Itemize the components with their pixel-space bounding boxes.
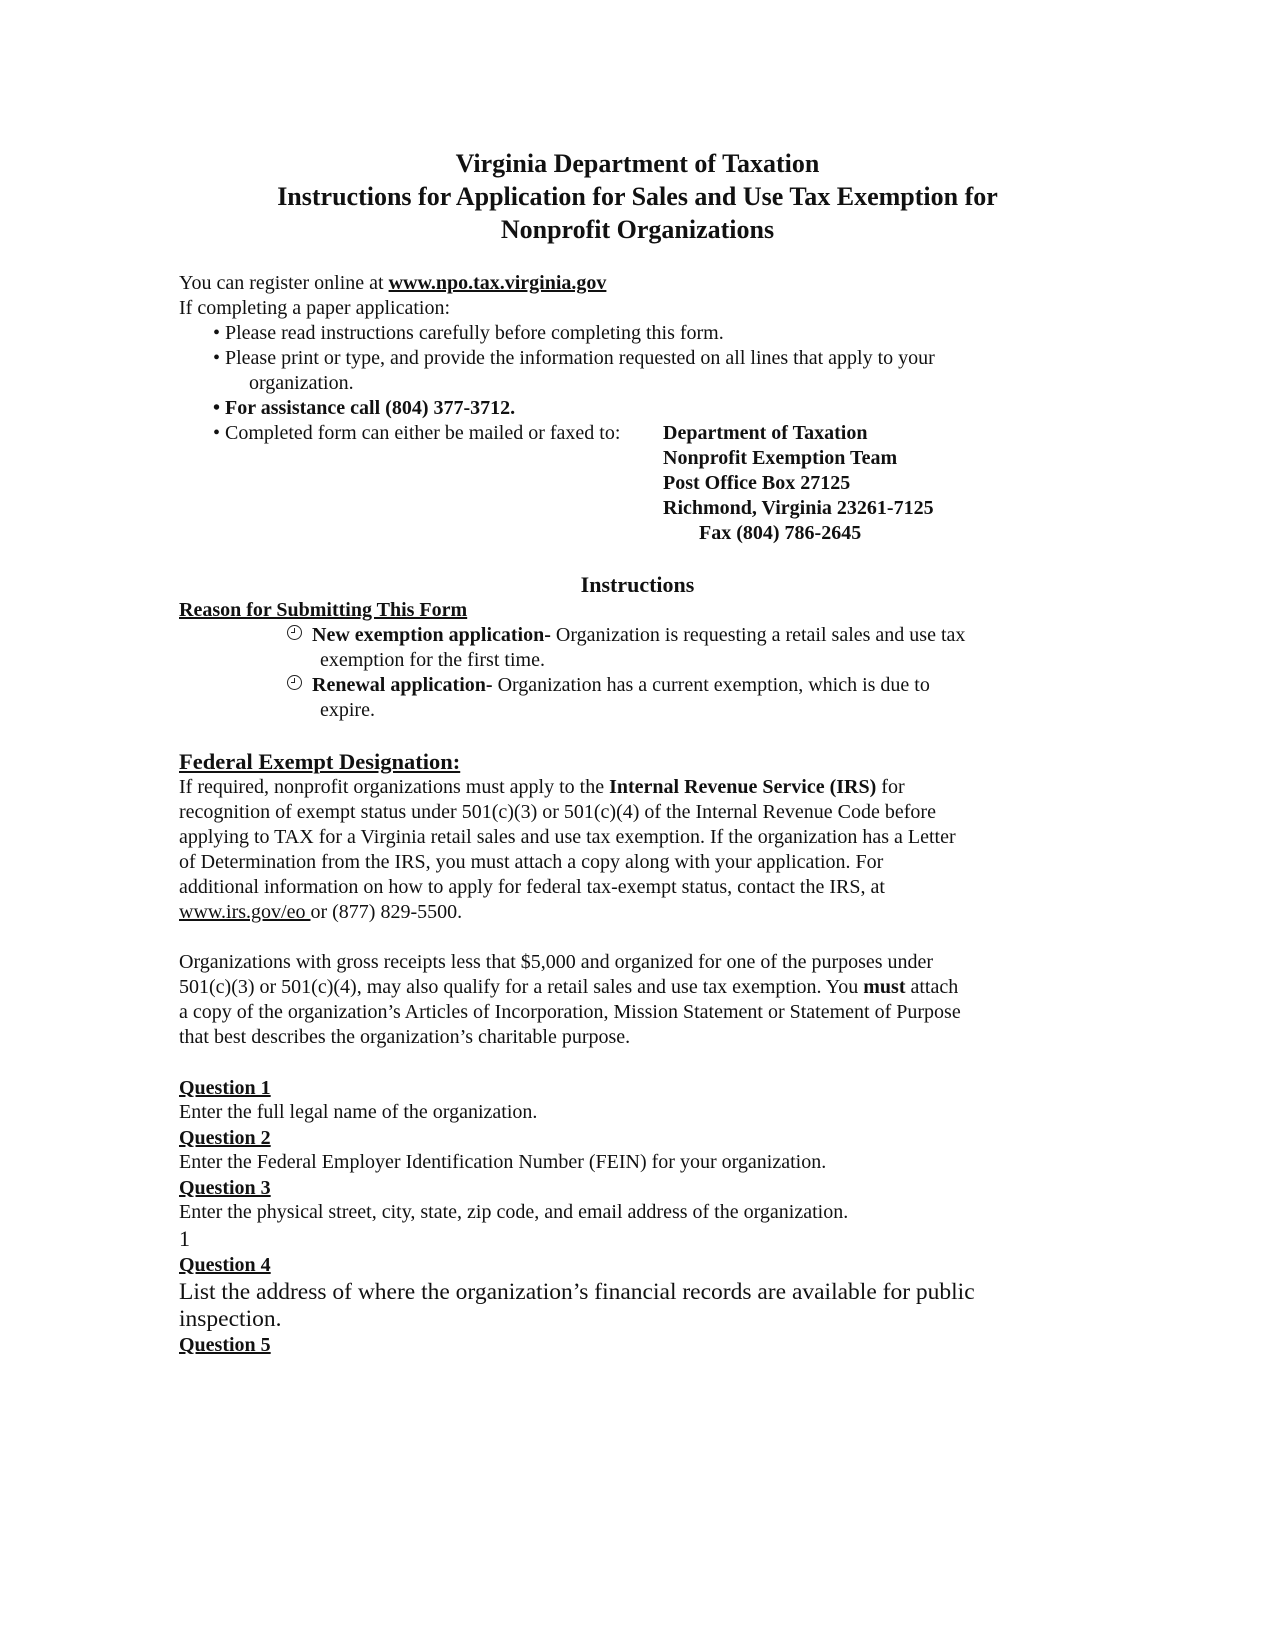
document-title <box>0 147 1275 246</box>
bullet-assistance-phone: • For assistance call (804) 377-3712. <box>213 397 516 419</box>
bullet-print-or-type-cont: organization. <box>249 372 354 394</box>
federal-paragraph-2-line-1: Organizations with gross receipts less that $5,000 and organized for one of the purposes under <box>179 951 934 973</box>
instructions-heading: Instructions <box>580 572 695 597</box>
question-5-label: Question 5 <box>179 1334 271 1356</box>
question-4-text-line-1: List the address of where the organization’s financial records are available for public <box>179 1279 975 1305</box>
bullet-mail-or-fax: • Completed form can either be mailed or faxed to: <box>213 422 621 444</box>
irs-website-link[interactable]: www.irs.gov/eo <box>179 901 311 923</box>
new-application-cont: exemption for the first time. <box>320 649 545 671</box>
federal-paragraph-2-line-3: a copy of the organization’s Articles of Incorporation, Mission Statement or Statement of Purpose <box>179 1001 961 1023</box>
register-online-line: You can register online at www.npo.tax.virginia.gov <box>179 272 607 294</box>
clock-icon <box>287 625 302 640</box>
renewal-application-item: Renewal application- Organization has a current exemption, which is due to <box>287 673 930 698</box>
clock-icon <box>287 675 302 690</box>
bullet-read-instructions: • Please read instructions carefully before completing this form. <box>213 322 724 344</box>
federal-paragraph-1-line-3: applying to TAX for a Virginia retail sales and use tax exemption. If the organization has a Letter <box>179 826 956 848</box>
page-number: 1 <box>179 1226 190 1251</box>
title-line-1: Virginia Department of Taxation <box>455 149 820 178</box>
federal-paragraph-1-line-2: recognition of exempt status under 501(c)(3) or 501(c)(4) of the Internal Revenue Code before <box>179 801 936 823</box>
fax-number: Fax (804) 786-2645 <box>699 522 862 544</box>
address-line-3: Post Office Box 27125 <box>663 472 851 494</box>
federal-paragraph-1-line-1: If required, nonprofit organizations must apply to the Internal Revenue Service (IRS) for <box>179 776 905 798</box>
new-application-item: New exemption application- Organization is requesting a retail sales and use tax <box>287 623 965 648</box>
paper-application-line: If completing a paper application: <box>179 297 451 319</box>
federal-paragraph-1-line-4: of Determination from the IRS, you must attach a copy along with your application. For <box>179 851 884 873</box>
federal-paragraph-2-line-4: that best describes the organization’s charitable purpose. <box>179 1026 631 1048</box>
title-line-2: Instructions for Application for Sales and Use Tax Exemption for <box>277 182 998 211</box>
renewal-application-label: Renewal application- <box>312 674 493 696</box>
question-1-label: Question 1 <box>179 1077 271 1099</box>
federal-paragraph-1-line-6: www.irs.gov/eo or (877) 829-5500. <box>179 901 463 923</box>
question-3-text: Enter the physical street, city, state, zip code, and email address of the organization. <box>179 1201 849 1223</box>
address-line-4: Richmond, Virginia 23261-7125 <box>663 497 934 519</box>
npo-website-link[interactable]: www.npo.tax.virginia.gov <box>388 272 607 294</box>
question-1-text: Enter the full legal name of the organization. <box>179 1101 538 1123</box>
question-2-label: Question 2 <box>179 1127 271 1149</box>
address-line-1: Department of Taxation <box>663 422 868 444</box>
question-4-text-line-2: inspection. <box>179 1306 282 1332</box>
new-application-label: New exemption application- <box>312 624 551 646</box>
question-4-label: Question 4 <box>179 1254 271 1276</box>
renewal-application-cont: expire. <box>320 699 375 721</box>
federal-paragraph-2-line-2: 501(c)(3) or 501(c)(4), may also qualify for a retail sales and use tax exemption. You must attach <box>179 976 959 998</box>
question-3-label: Question 3 <box>179 1177 271 1199</box>
federal-paragraph-1-line-5: additional information on how to apply for federal tax-exempt status, contact the IRS, at <box>179 876 885 898</box>
title-line-3: Nonprofit Organizations <box>500 215 775 244</box>
address-line-2: Nonprofit Exemption Team <box>663 447 898 469</box>
question-2-text: Enter the Federal Employer Identification Number (FEIN) for your organization. <box>179 1151 827 1173</box>
reason-heading: Reason for Submitting This Form <box>179 599 468 621</box>
federal-exempt-heading: Federal Exempt Designation: <box>179 749 461 774</box>
bullet-print-or-type: • Please print or type, and provide the information requested on all lines that apply to your <box>213 347 935 369</box>
